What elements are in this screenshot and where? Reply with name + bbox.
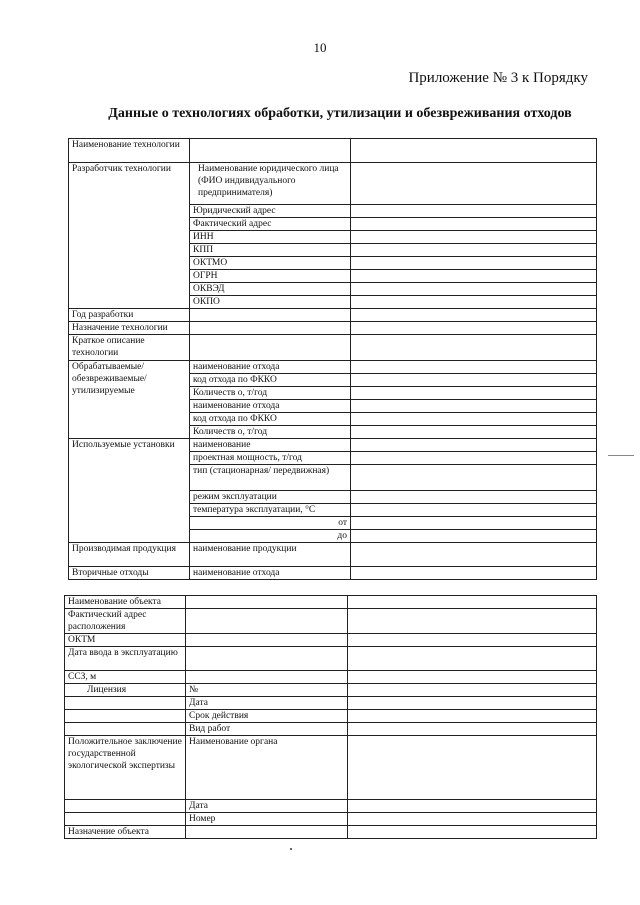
processed-value[interactable] [351,361,597,374]
developer-value[interactable] [351,163,597,205]
expertise-value[interactable] [348,800,597,813]
processed-field: наименование отхода [190,400,351,413]
developer-field: ОКПО [190,296,351,309]
product-value[interactable] [351,543,597,567]
scan-artifact-line [608,455,634,456]
installation-value[interactable] [351,465,597,491]
product-field: наименование продукции [190,543,351,567]
object-purpose-extra[interactable] [348,826,597,839]
object-name-extra[interactable] [348,596,597,609]
license-value[interactable] [348,723,597,736]
object-table [64,595,597,839]
year-value[interactable] [190,309,351,322]
installation-field: температура эксплуатации, °С [190,504,351,517]
processed-field: Количеств о, т/год [190,426,351,439]
expertise-value[interactable] [348,813,597,826]
developer-label: Разработчик технологии [69,163,190,309]
object-name-value[interactable] [186,596,348,609]
scan-artifact-dot [290,848,292,850]
developer-value[interactable] [351,218,597,231]
license-field: Вид работ [186,723,348,736]
processed-value[interactable] [351,400,597,413]
ssz-label: ССЗ, м [65,671,186,684]
object-purpose-label: Назначение объекта [65,826,186,839]
license-label: Лицензия [65,684,186,697]
installations-label: Используемые установки [69,439,190,543]
commission-date-value[interactable] [186,647,348,671]
processed-field: Количеств о, т/год [190,387,351,400]
license-field: № [186,684,348,697]
brief-label: Краткое описание технологии [69,335,190,361]
installation-value[interactable] [351,491,597,504]
oktm-extra[interactable] [348,634,597,647]
brief-extra[interactable] [351,335,597,361]
installation-value[interactable] [351,439,597,452]
license-value[interactable] [348,697,597,710]
processed-value[interactable] [351,413,597,426]
year-label: Год разработки [69,309,190,322]
product-label: Производимая продукция [69,543,190,567]
tech-name-value[interactable] [190,139,351,163]
ssz-extra[interactable] [348,671,597,684]
temp-from-label: от [190,517,351,530]
processed-value[interactable] [351,374,597,387]
appendix-label: Приложение № 3 к Порядку [408,70,588,86]
object-purpose-value[interactable] [186,826,348,839]
page-number: 10 [313,40,327,55]
developer-field: Наименование юридического лица (ФИО индивидуального предпринимателя) [190,163,351,205]
page-title: Данные о технологиях обработки, утилизации и обезвреживания отходов [108,106,572,121]
commission-date-label: Дата ввода в эксплуатацию [65,647,186,671]
developer-value[interactable] [351,231,597,244]
expertise-spacer [65,813,186,826]
developer-value[interactable] [351,270,597,283]
secondary-value[interactable] [351,567,597,580]
processed-value[interactable] [351,426,597,439]
license-spacer [65,710,186,723]
temp-from-value[interactable] [351,517,597,530]
developer-field: ОГРН [190,270,351,283]
installation-field: проектная мощность, т/год [190,452,351,465]
expertise-value[interactable] [348,736,597,800]
license-field: Срок действия [186,710,348,723]
expertise-field: Номер [186,813,348,826]
technology-table [68,138,597,580]
installation-value[interactable] [351,452,597,465]
developer-field: КПП [190,244,351,257]
developer-field: ИНН [190,231,351,244]
oktm-value[interactable] [186,634,348,647]
processed-label: Обрабатываемые/ обезвреживаемые/ утилизируемые [69,361,190,439]
secondary-label: Вторичные отходы [69,567,190,580]
installation-field: тип (стационарная/ передвижная) [190,465,351,491]
license-spacer [65,697,186,710]
developer-value[interactable] [351,205,597,218]
table-row [69,163,597,205]
expertise-spacer [65,800,186,813]
license-value[interactable] [348,684,597,697]
tech-name-extra[interactable] [351,139,597,163]
license-value[interactable] [348,710,597,723]
tech-name-label: Наименование технологии [69,139,190,163]
developer-value[interactable] [351,257,597,270]
address-extra[interactable] [348,609,597,634]
table-row [69,139,597,163]
expertise-field: Наименование органа [186,736,348,800]
developer-value[interactable] [351,283,597,296]
purpose-extra[interactable] [351,322,597,335]
temp-to-value[interactable] [351,530,597,543]
license-spacer [65,723,186,736]
purpose-label: Назначение технологии [69,322,190,335]
processed-field: код отхода по ФККО [190,374,351,387]
processed-field: наименование отхода [190,361,351,374]
oktm-label: ОКТМ [65,634,186,647]
developer-value[interactable] [351,296,597,309]
developer-field: Фактический адрес [190,218,351,231]
secondary-field: наименование отхода [190,567,351,580]
address-label: Фактический адрес расположения [65,609,186,634]
installation-field: наименование [190,439,351,452]
developer-field: ОКТМО [190,257,351,270]
address-value[interactable] [186,609,348,634]
purpose-value[interactable] [190,322,351,335]
commission-date-extra[interactable] [348,647,597,671]
brief-value[interactable] [190,335,351,361]
object-name-label: Наименование объекта [65,596,186,609]
processed-field: код отхода по ФККО [190,413,351,426]
processed-value[interactable] [351,387,597,400]
expertise-label: Положительное заключение государственной экологической экспертизы [65,736,186,800]
installation-value[interactable] [351,504,597,517]
year-extra[interactable] [351,309,597,322]
developer-field: ОКВЭД [190,283,351,296]
installation-field: режим эксплуатации [190,491,351,504]
temp-to-label: до [190,530,351,543]
license-field: Дата [186,697,348,710]
developer-field: Юридический адрес [190,205,351,218]
ssz-value[interactable] [186,671,348,684]
expertise-field: Дата [186,800,348,813]
developer-value[interactable] [351,244,597,257]
